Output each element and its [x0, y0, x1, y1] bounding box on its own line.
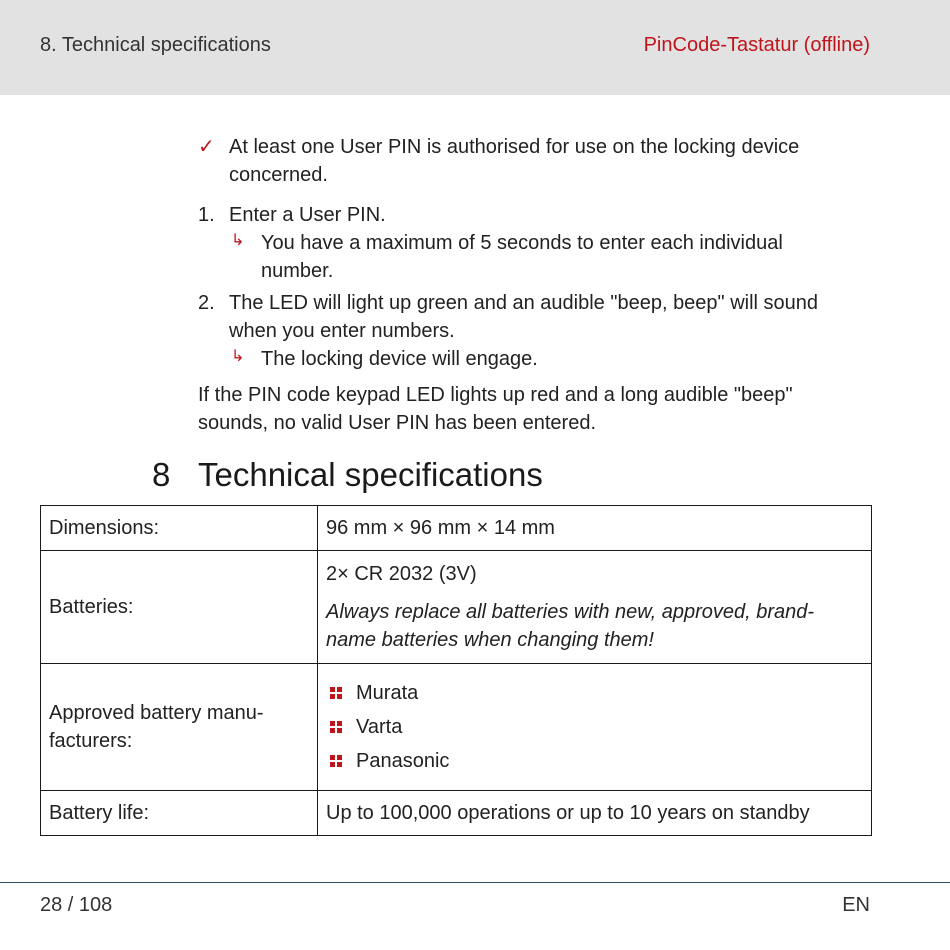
result-text: You have a maximum of 5 seconds to enter each individual number.	[261, 232, 783, 282]
manufacturer-name: Panasonic	[356, 750, 450, 772]
procedure	[198, 133, 858, 437]
table-row	[41, 551, 872, 664]
manufacturer-name: Murata	[356, 682, 419, 704]
spec-label-manufacturers: Approved battery manu-facturers:	[41, 664, 318, 791]
battery-type: 2× CR 2032 (3V)	[326, 563, 477, 585]
step-2-result	[198, 345, 858, 373]
prerequisite-text: At least one User PIN is authorised for use on the locking device concerned.	[229, 136, 800, 186]
error-note: If the PIN code keypad LED lights up red and a long audible "beep" sounds, no valid User PIN has been entered.	[198, 384, 793, 434]
step-number: 2.	[198, 292, 215, 314]
square-bullet-icon	[330, 721, 342, 733]
footer-divider	[0, 882, 950, 883]
section-number: 8	[152, 456, 171, 493]
language-code: EN	[842, 894, 870, 916]
table-row	[41, 791, 872, 836]
spec-label-batteries: Batteries:	[41, 551, 318, 664]
spec-value-dimensions: 96 mm × 96 mm × 14 mm	[318, 506, 872, 551]
spec-label-battery-life: Battery life:	[41, 791, 318, 836]
list-item	[326, 713, 863, 741]
square-bullet-icon	[330, 687, 342, 699]
battery-note: Always replace all batteries with new, approved, brand-name batteries when changing them!	[326, 601, 815, 651]
step-text: Enter a User PIN.	[229, 204, 386, 226]
header-product-name: PinCode-Tastatur (offline)	[643, 34, 870, 56]
spec-table	[40, 505, 872, 836]
step-number: 1.	[198, 204, 215, 226]
result-arrow-icon: ↳	[231, 348, 245, 365]
page-header	[0, 0, 950, 95]
step-1	[198, 201, 858, 229]
square-bullet-icon	[330, 755, 342, 767]
spec-value-batteries	[318, 551, 872, 664]
header-section-title: 8. Technical specifications	[40, 34, 271, 56]
list-item	[326, 679, 863, 707]
table-row	[41, 506, 872, 551]
result-text: The locking device will engage.	[261, 348, 538, 370]
result-arrow-icon: ↳	[231, 232, 245, 249]
check-icon: ✓	[198, 136, 215, 158]
section-heading	[152, 456, 543, 494]
step-2	[198, 289, 858, 345]
page-number: 28 / 108	[40, 894, 113, 916]
step-1-result	[198, 229, 858, 285]
manufacturer-name: Varta	[356, 716, 403, 738]
list-item	[326, 747, 863, 775]
step-text: The LED will light up green and an audible "beep, beep" will sound when you enter numbers.	[229, 292, 819, 342]
table-row	[41, 664, 872, 791]
spec-value-manufacturers	[318, 664, 872, 791]
section-title: Technical specifications	[198, 456, 543, 493]
spec-value-battery-life: Up to 100,000 operations or up to 10 years on standby	[318, 791, 872, 836]
spec-label-dimensions: Dimensions:	[41, 506, 318, 551]
prerequisite	[198, 133, 858, 189]
